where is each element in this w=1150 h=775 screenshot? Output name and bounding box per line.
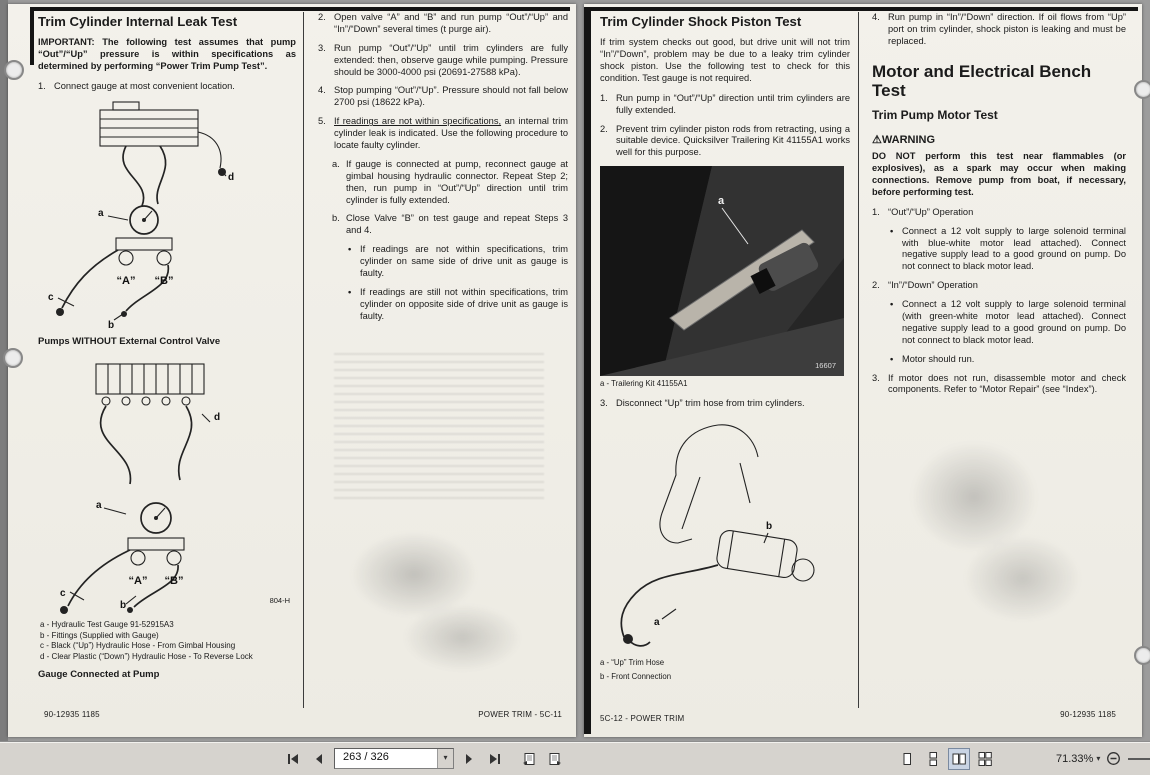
substep-text: Close Valve “B” on test gauge and repeat Steps 3 and 4. — [346, 213, 568, 236]
figure-caption: b - Front Connection — [600, 671, 672, 681]
punch-hole — [1134, 80, 1150, 99]
view-zoom-group — [896, 742, 1150, 775]
pump-diagram-illustration — [38, 100, 273, 332]
step-item — [872, 373, 1126, 397]
pump-gauge-diagram-2 — [38, 356, 296, 614]
step-text: “In”/“Down” Operation — [888, 280, 978, 291]
bleed-through-artifact — [334, 353, 544, 503]
bullet-icon: • — [890, 353, 894, 364]
step-number: 4. — [872, 12, 880, 22]
callout-b: b — [766, 520, 773, 532]
pump-gauge-diagram-1 — [38, 100, 296, 332]
scan-edge-artifact — [584, 7, 591, 734]
step-text: Stop pumping “Out”/“Up”. Pressure should not fall below 2700 psi (18622 kPa). — [334, 85, 568, 108]
punch-hole — [3, 348, 23, 368]
bullet-item — [890, 354, 1126, 366]
valve-b-label: “B” — [154, 274, 174, 287]
step-text: Open valve “A” and “B” and run pump “Out”/“Up” and “In”/“Down” several times (t purge air). — [334, 12, 568, 34]
step-number: 2. — [318, 12, 326, 22]
page-combo-dropdown-icon[interactable]: ▾ — [437, 749, 453, 768]
section-title: Trim Cylinder Shock Piston Test — [600, 14, 802, 29]
legend-line: b - Fittings (Supplied with Gauge) — [40, 630, 159, 640]
trailering-kit-photo — [600, 166, 844, 376]
column-rule — [858, 12, 859, 708]
step-item — [872, 280, 1126, 292]
step-number: 2. — [872, 280, 880, 291]
photo-caption: a - Trailering Kit 41155A1 — [600, 379, 688, 389]
step-text: If motor does not run, disassemble motor and check components. Refer to “Motor Repair” (see “Index”). — [888, 372, 1126, 395]
step-text: Connect gauge at most convenient location. — [54, 80, 235, 91]
callout-b: b — [108, 319, 115, 331]
bullet-text: Connect a 12 volt supply to large solenoid terminal with blue-white motor lead attached). Connect negative supply lead to a good ground on pump. Do not connect to black motor lead. — [902, 225, 1126, 272]
bullet-text: Connect a 12 volt supply to large solenoid terminal (with green-white motor lead attached). Connect negative supply lead to a good ground on pump. Do not connect to black motor lead. — [902, 299, 1126, 345]
page-number-value[interactable]: 263 / 326 — [343, 751, 389, 763]
bleed-through-artifact — [886, 420, 1106, 640]
bullet-icon: • — [348, 244, 352, 255]
facing-pages-view-button[interactable] — [948, 748, 970, 770]
last-page-button[interactable] — [484, 748, 506, 770]
scan-edge-artifact — [30, 7, 34, 65]
valve-a-label: “A” — [116, 274, 136, 287]
right-page-column-2 — [872, 12, 1126, 640]
zoom-dropdown-caret-icon: ▾ — [1096, 754, 1101, 763]
previous-page-icon — [311, 751, 327, 767]
figure-caption: Gauge Connected at Pump — [38, 669, 160, 681]
section-title: Trim Cylinder Internal Leak Test — [38, 14, 238, 29]
step-number: 5. — [318, 116, 326, 127]
legend-line: d - Clear Plastic (“Down”) Hydraulic Hose - To Reverse Lock — [40, 652, 253, 662]
scan-edge-artifact — [591, 7, 1138, 11]
step-text: Disconnect “Up” trim hose from trim cylinders. — [616, 398, 805, 409]
last-page-icon — [487, 751, 503, 767]
step-item — [872, 207, 1126, 219]
canvas-edge — [0, 0, 8, 742]
photo-callout-a: a — [718, 195, 725, 208]
photo-code: 16607 — [815, 361, 836, 371]
substep-text: If gauge is connected at pump, reconnect gauge at gimbal housing hydraulic connector. Repeat Step 2; then, run pump in “Out”/“Up” direction until trim cylinder is fully extended. — [346, 158, 568, 205]
step-number: 3. — [872, 372, 880, 383]
step-item — [318, 116, 568, 152]
bullet-icon: • — [348, 286, 352, 297]
step-text: Run pump in “In”/“Down” direction. If oil flows from “Up” port on trim cylinder, shock piston is leaking and must be replaced. — [888, 12, 1126, 46]
bullet-text: Motor should run. — [902, 353, 975, 364]
bullet-item — [348, 287, 568, 323]
column-rule — [303, 12, 304, 708]
figure-caption: a - “Up” Trim Hose — [600, 657, 665, 667]
next-view-icon — [547, 751, 563, 767]
step-number: 3. — [600, 398, 608, 409]
substep-item — [332, 159, 568, 207]
bullet-icon: • — [890, 299, 894, 310]
page-footer-left: 5C-12 - POWER TRIM — [600, 714, 685, 723]
step-text: Prevent trim cylinder piston rods from retracting, using a suitable device. Quicksilver Trailering Kit 41155A1 works well for this purpose. — [616, 123, 850, 158]
previous-view-button[interactable] — [518, 748, 540, 770]
callout-c: c — [48, 291, 54, 303]
step-item — [600, 398, 850, 410]
continuous-view-button[interactable] — [922, 748, 944, 770]
section-subheading: Trim Pump Motor Test — [872, 107, 998, 122]
legend-line: a - Hydraulic Test Gauge 91-52915A3 — [40, 619, 174, 629]
valve-b-label: “B” — [164, 574, 184, 587]
bullet-item — [890, 226, 1126, 274]
previous-view-icon — [521, 751, 537, 767]
continuous-facing-view-button[interactable] — [974, 748, 996, 770]
step-item — [318, 43, 568, 79]
page-number-input[interactable] — [334, 748, 454, 769]
figure-caption: Pumps WITHOUT External Control Valve — [38, 335, 221, 347]
trim-hose-illustration — [600, 417, 844, 655]
gauge-at-pump-illustration — [38, 356, 278, 614]
callout-a: a — [654, 616, 660, 628]
figure-code: 804-H — [269, 596, 290, 606]
substep-letter: a. — [332, 158, 340, 169]
callout-d: d — [228, 171, 235, 183]
bleed-through-artifact — [326, 515, 546, 685]
callout-c: c — [60, 587, 66, 599]
callout-d: d — [214, 411, 221, 423]
step-item — [318, 12, 568, 36]
zoom-level-value[interactable]: 71.33% — [1056, 752, 1094, 765]
first-page-button[interactable] — [282, 748, 304, 770]
step-number: 2. — [600, 123, 608, 134]
right-page-scan — [584, 4, 1142, 737]
continuous-view-icon — [925, 751, 941, 767]
step-number: 4. — [318, 85, 326, 96]
punch-hole — [1134, 646, 1150, 665]
left-page-column-2 — [318, 12, 568, 685]
chapter-heading: Motor and Electrical Bench Test — [872, 61, 1092, 100]
warning-icon: ⚠ — [872, 134, 882, 147]
step-text-rest: an internal trim cylinder leak is indicated. Use the following procedure to locate faulty cylinder. — [334, 116, 569, 151]
bullet-item — [890, 299, 1126, 347]
previous-page-button[interactable] — [308, 748, 330, 770]
step-item — [600, 93, 850, 117]
page-footer-left: 90-12935 1185 — [44, 710, 100, 719]
callout-b: b — [120, 599, 127, 611]
next-page-button[interactable] — [458, 748, 480, 770]
left-page-column-1 — [38, 12, 296, 689]
next-page-icon — [461, 751, 477, 767]
bullet-icon: • — [890, 225, 894, 236]
bullet-text: If readings are not within specifications, trim cylinder on same side of drive unit as gauge is faulty. — [360, 244, 568, 279]
warning-text: DO NOT perform this test near flammables (or explosives), as a spark may occur when making connections. Remove pump from boat, if necessary, before performing test. — [872, 151, 1126, 197]
warning-label: WARNING — [881, 134, 936, 147]
step-text — [334, 116, 568, 152]
valve-a-label: “A” — [128, 574, 148, 587]
callout-a: a — [98, 207, 104, 219]
zoom-slider[interactable] — [1128, 751, 1150, 767]
punch-hole — [4, 60, 24, 80]
right-page-column-1 — [600, 12, 850, 683]
step-number: 1. — [38, 80, 46, 91]
bullet-text: If readings are still not within specifications, trim cylinder on opposite side of drive unit as gauge is faulty. — [360, 286, 568, 321]
step-item — [318, 85, 568, 109]
facing-pages-icon — [951, 751, 967, 767]
zoom-out-icon — [1106, 751, 1121, 766]
callout-a: a — [96, 499, 102, 511]
single-page-view-button[interactable] — [896, 748, 918, 770]
zoom-level-dropdown[interactable] — [1056, 753, 1100, 765]
substep-item — [332, 213, 568, 237]
trim-hose-diagram — [600, 417, 850, 655]
page-footer-right: 90-12935 1185 — [1060, 710, 1116, 719]
photo-illustration — [600, 166, 844, 376]
intro-paragraph: If trim system checks out good, but drive unit will not trim “In”/“Down”, problem may be due to a leaky trim cylinder shock piston. Use the following test to check for this condition. Test gauge is not required. — [600, 37, 850, 83]
page-footer-right: POWER TRIM - 5C-11 — [478, 710, 562, 719]
step-text: Run pump in “Out”/“Up” direction until trim cylinders are fully extended. — [616, 92, 850, 115]
legend-line: c - Black (“Up”) Hydraulic Hose - From Gimbal Housing — [40, 641, 236, 651]
important-note: IMPORTANT: The following test assumes that pump “Out”/“Up” pressure is within specifications as determined by performing “Power Trim Pump Test”. — [38, 37, 296, 71]
scan-edge-artifact — [30, 7, 570, 11]
step-item — [872, 12, 1126, 48]
step-text: Run pump “Out”/“Up” until trim cylinders are fully extended: then, observe gauge while pumping. Pressure should be 3000-4000 psi (20691-27588 kPa). — [334, 42, 568, 77]
zoom-slider-track[interactable] — [1128, 758, 1150, 760]
underlined-phrase: If readings are not within specifications, — [334, 116, 502, 127]
step-text: “Out”/“Up” Operation — [888, 206, 974, 217]
zoom-out-button[interactable] — [1104, 748, 1122, 770]
step-item — [600, 124, 850, 160]
single-page-icon — [899, 751, 915, 767]
figure-legend — [40, 620, 296, 663]
step-number: 3. — [318, 42, 326, 53]
next-view-button[interactable] — [544, 748, 566, 770]
substep-letter: b. — [332, 213, 340, 224]
bullet-item — [348, 244, 568, 280]
warning-header — [872, 133, 1126, 147]
step-number: 1. — [600, 92, 608, 103]
first-page-icon — [285, 751, 301, 767]
continuous-facing-icon — [977, 751, 993, 767]
left-page-scan — [8, 4, 576, 737]
step-number: 1. — [872, 206, 880, 217]
viewer-toolbar — [0, 741, 1150, 775]
step-item — [38, 81, 296, 93]
page-navigation-group — [282, 742, 566, 775]
